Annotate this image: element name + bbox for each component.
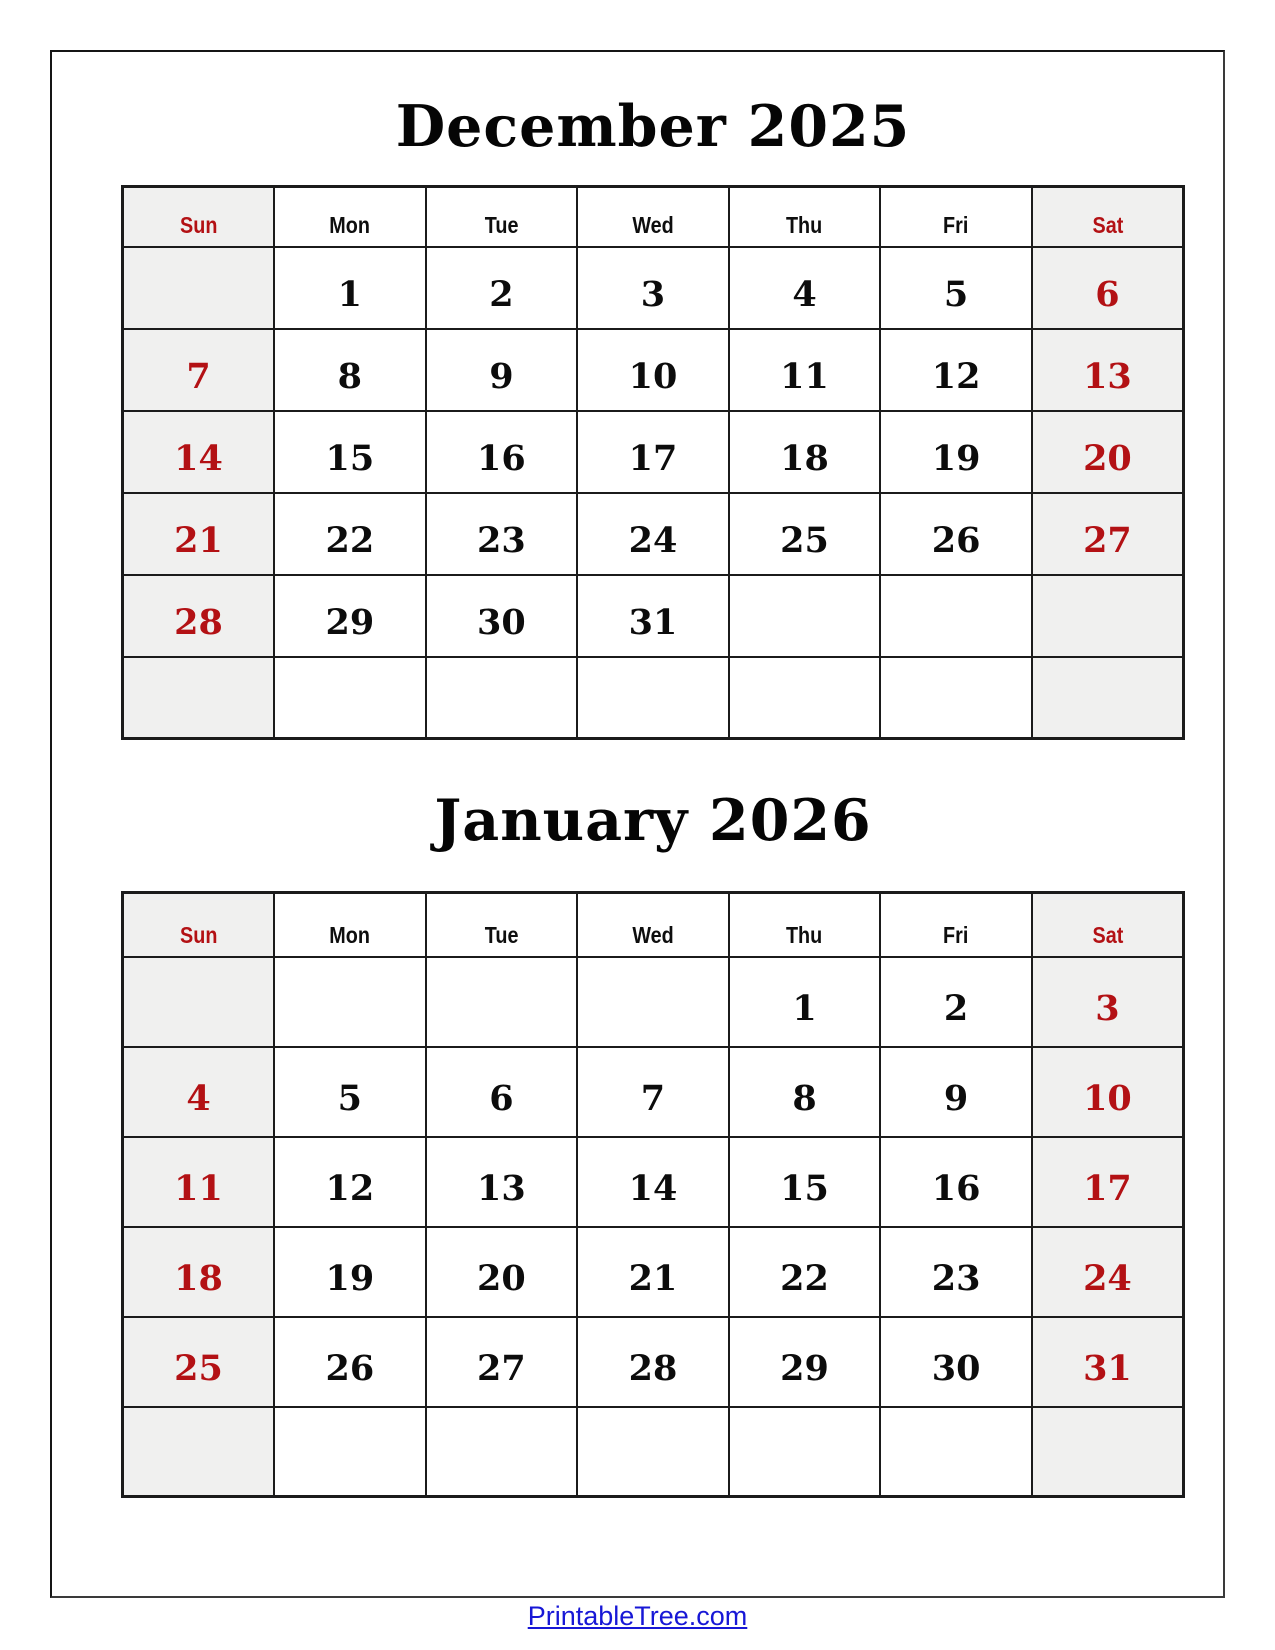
day-header-label: Mon <box>329 211 371 238</box>
empty-cell <box>1032 657 1184 739</box>
empty-cell <box>123 657 275 739</box>
day-header-wed <box>577 187 729 247</box>
day-cell: 16 <box>880 1137 1032 1227</box>
empty-cell <box>426 1407 578 1497</box>
day-cell: 30 <box>880 1317 1032 1407</box>
day-cell: 9 <box>880 1047 1032 1137</box>
empty-cell <box>1032 575 1184 657</box>
day-header-thu <box>729 893 881 957</box>
day-header-mon <box>274 893 426 957</box>
day-cell: 8 <box>274 329 426 411</box>
day-header-sun <box>123 187 275 247</box>
day-cell: 18 <box>729 411 881 493</box>
day-header-label: Sat <box>1092 211 1123 238</box>
day-cell: 11 <box>123 1137 275 1227</box>
empty-cell <box>880 1407 1032 1497</box>
day-cell: 12 <box>880 329 1032 411</box>
day-cell: 19 <box>880 411 1032 493</box>
day-cell: 29 <box>729 1317 881 1407</box>
empty-cell <box>274 657 426 739</box>
empty-cell <box>880 657 1032 739</box>
empty-cell <box>577 657 729 739</box>
empty-cell <box>729 1407 881 1497</box>
day-cell: 28 <box>123 575 275 657</box>
day-cell: 15 <box>729 1137 881 1227</box>
empty-cell <box>729 575 881 657</box>
week-row <box>123 657 1184 739</box>
week-row <box>123 1047 1184 1137</box>
day-cell: 25 <box>123 1317 275 1407</box>
empty-cell <box>274 1407 426 1497</box>
day-header-label: Wed <box>632 211 674 238</box>
week-row <box>123 1227 1184 1317</box>
day-cell: 4 <box>729 247 881 329</box>
day-header-label: Fri <box>943 921 969 948</box>
day-header-sat <box>1032 187 1184 247</box>
day-header-label: Sun <box>179 921 218 948</box>
week-row <box>123 575 1184 657</box>
day-header-label: Mon <box>329 921 371 948</box>
day-cell: 28 <box>577 1317 729 1407</box>
day-cell: 16 <box>426 411 578 493</box>
day-header-label: Sat <box>1092 921 1123 948</box>
day-cell: 20 <box>426 1227 578 1317</box>
day-cell: 4 <box>123 1047 275 1137</box>
day-cell: 31 <box>577 575 729 657</box>
empty-cell <box>123 247 275 329</box>
day-header-fri <box>880 893 1032 957</box>
day-cell: 24 <box>577 493 729 575</box>
day-cell: 26 <box>880 493 1032 575</box>
day-header-label: Wed <box>632 921 674 948</box>
empty-cell <box>1032 1407 1184 1497</box>
day-cell: 13 <box>426 1137 578 1227</box>
day-cell: 6 <box>1032 247 1184 329</box>
day-header-label: Sun <box>179 211 218 238</box>
day-cell: 3 <box>577 247 729 329</box>
weekday-header-row <box>123 187 1184 247</box>
day-cell: 30 <box>426 575 578 657</box>
week-row <box>123 1137 1184 1227</box>
day-cell: 12 <box>274 1137 426 1227</box>
weekday-header-row <box>123 893 1184 957</box>
day-header-label: Fri <box>943 211 969 238</box>
day-cell: 23 <box>880 1227 1032 1317</box>
day-cell: 17 <box>577 411 729 493</box>
day-cell: 1 <box>274 247 426 329</box>
day-cell: 8 <box>729 1047 881 1137</box>
day-cell: 9 <box>426 329 578 411</box>
empty-cell <box>123 957 275 1047</box>
day-header-label: Thu <box>786 211 823 238</box>
day-cell: 24 <box>1032 1227 1184 1317</box>
empty-cell <box>426 957 578 1047</box>
day-header-mon <box>274 187 426 247</box>
day-cell: 5 <box>274 1047 426 1137</box>
day-cell: 10 <box>577 329 729 411</box>
week-row <box>123 493 1184 575</box>
empty-cell <box>123 1407 275 1497</box>
day-cell: 7 <box>123 329 275 411</box>
day-cell: 20 <box>1032 411 1184 493</box>
week-row <box>123 247 1184 329</box>
day-cell: 14 <box>577 1137 729 1227</box>
day-cell: 5 <box>880 247 1032 329</box>
month-title-december: December 2025 <box>395 93 911 160</box>
day-cell: 27 <box>1032 493 1184 575</box>
month-title-january: January 2026 <box>434 787 872 854</box>
day-cell: 22 <box>729 1227 881 1317</box>
day-header-sun <box>123 893 275 957</box>
week-row <box>123 411 1184 493</box>
week-row <box>123 1407 1184 1497</box>
day-cell: 21 <box>123 493 275 575</box>
day-cell: 23 <box>426 493 578 575</box>
day-cell: 2 <box>880 957 1032 1047</box>
empty-cell <box>426 657 578 739</box>
day-cell: 21 <box>577 1227 729 1317</box>
day-cell: 18 <box>123 1227 275 1317</box>
week-row <box>123 1317 1184 1407</box>
day-cell: 19 <box>274 1227 426 1317</box>
day-header-tue <box>426 893 578 957</box>
calendar-grid-january <box>121 891 1185 1498</box>
day-cell: 25 <box>729 493 881 575</box>
day-header-tue <box>426 187 578 247</box>
day-cell: 10 <box>1032 1047 1184 1137</box>
day-header-wed <box>577 893 729 957</box>
empty-cell <box>729 657 881 739</box>
day-header-thu <box>729 187 881 247</box>
day-header-label: Thu <box>786 921 823 948</box>
day-header-sat <box>1032 893 1184 957</box>
day-header-fri <box>880 187 1032 247</box>
day-header-label: Tue <box>484 211 519 238</box>
day-cell: 14 <box>123 411 275 493</box>
day-cell: 7 <box>577 1047 729 1137</box>
printabletree-footer-link[interactable]: PrintableTree.com <box>527 1601 748 1631</box>
day-cell: 13 <box>1032 329 1184 411</box>
week-row <box>123 957 1184 1047</box>
empty-cell <box>577 957 729 1047</box>
day-cell: 29 <box>274 575 426 657</box>
day-cell: 27 <box>426 1317 578 1407</box>
empty-cell <box>880 575 1032 657</box>
day-cell: 3 <box>1032 957 1184 1047</box>
day-cell: 2 <box>426 247 578 329</box>
calendar-grid-december <box>121 185 1185 740</box>
day-cell: 11 <box>729 329 881 411</box>
empty-cell <box>577 1407 729 1497</box>
day-cell: 6 <box>426 1047 578 1137</box>
day-cell: 1 <box>729 957 881 1047</box>
empty-cell <box>274 957 426 1047</box>
day-cell: 22 <box>274 493 426 575</box>
day-cell: 26 <box>274 1317 426 1407</box>
week-row <box>123 329 1184 411</box>
day-cell: 31 <box>1032 1317 1184 1407</box>
day-cell: 17 <box>1032 1137 1184 1227</box>
day-cell: 15 <box>274 411 426 493</box>
day-header-label: Tue <box>484 921 519 948</box>
